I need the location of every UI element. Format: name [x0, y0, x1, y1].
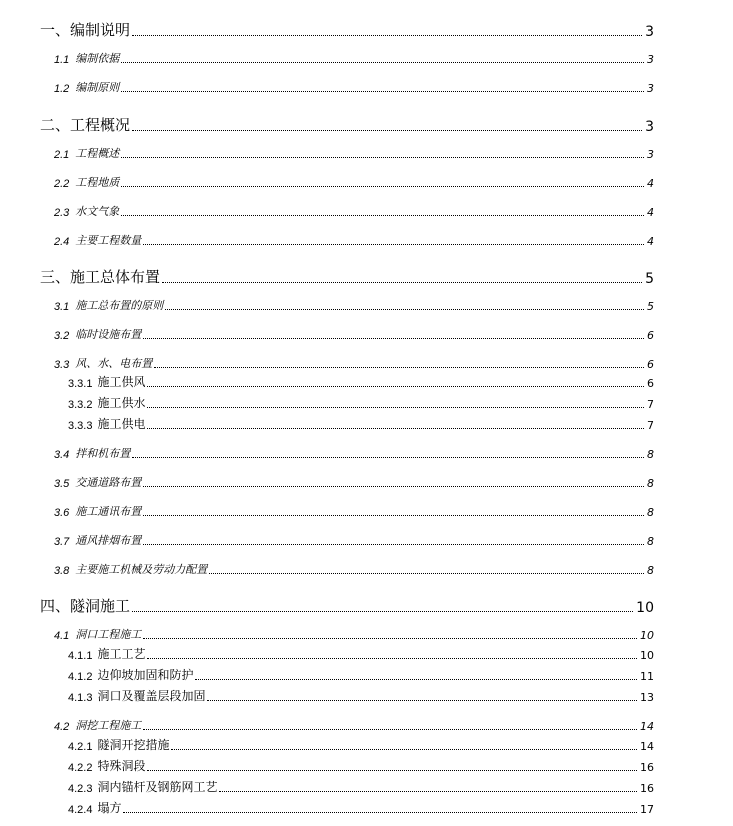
- toc-entry-level-3[interactable]: [68, 758, 654, 774]
- toc-entry-level-3[interactable]: [68, 646, 654, 662]
- toc-entry-page-number: 16: [640, 782, 654, 795]
- toc-entry-page-number: 8: [647, 448, 654, 461]
- dot-leader: [147, 407, 644, 408]
- toc-entry-title: 四、隧洞施工: [40, 597, 131, 615]
- toc-entry-number: 3.3.1: [68, 378, 93, 390]
- toc-entry-title: 洞口及覆盖层段加固: [97, 689, 206, 703]
- toc-entry-number: 4.1.3: [68, 692, 93, 704]
- toc-entry-level-3[interactable]: [68, 688, 654, 704]
- toc-entry-page-number: 3: [647, 82, 654, 95]
- dot-leader: [143, 338, 644, 339]
- toc-entry-number: 2.1: [54, 149, 70, 161]
- toc-entry-page-number: 10: [640, 629, 654, 642]
- dot-leader: [143, 244, 644, 245]
- toc-entry-page-number: 4: [647, 177, 654, 190]
- toc-entry-title: 特殊洞段: [97, 759, 146, 773]
- toc-entry-title: 施工供风: [97, 375, 146, 389]
- toc-entry-title: 临时设施布置: [75, 328, 142, 341]
- toc-entry-level-2[interactable]: [54, 355, 654, 371]
- toc-entry-title: 施工工艺: [97, 647, 146, 661]
- toc-entry-level-3[interactable]: [68, 737, 654, 753]
- toc-entry-page-number: 4: [647, 206, 654, 219]
- toc-entry-number: 4.2.1: [68, 741, 93, 753]
- toc-entry-page-number: 4: [647, 235, 654, 248]
- toc-entry-level-2[interactable]: [54, 174, 654, 190]
- dot-leader: [147, 770, 637, 771]
- toc-entry-number: 3.1: [54, 301, 70, 313]
- toc-entry-number: 4.1: [54, 630, 70, 642]
- toc-entry-title: 二、工程概况: [40, 116, 131, 134]
- toc-entry-title: 风、水、电布置: [75, 357, 153, 370]
- toc-entry-level-3[interactable]: [68, 800, 654, 816]
- toc-entry-number: 4.1.1: [68, 650, 93, 662]
- toc-entry-page-number: 3: [647, 53, 654, 66]
- toc-entry-page-number: 6: [647, 358, 654, 371]
- toc-entry-level-1[interactable]: [40, 596, 654, 616]
- dot-leader: [143, 638, 637, 639]
- toc-entry-page-number: 13: [640, 691, 654, 704]
- toc-entry-page-number: 10: [636, 600, 654, 616]
- toc-entry-title: 洞口工程施工: [75, 628, 142, 641]
- toc-entry-level-2[interactable]: [54, 503, 654, 519]
- dot-leader: [143, 544, 644, 545]
- dot-leader: [209, 573, 644, 574]
- toc-entry-page-number: 5: [645, 271, 654, 287]
- toc-entry-level-2[interactable]: [54, 326, 654, 342]
- toc-entry-number: 3.6: [54, 507, 70, 519]
- toc-entry-page-number: 10: [640, 649, 654, 662]
- toc-entry-title: 交通道路布置: [75, 476, 142, 489]
- toc-entry-level-1[interactable]: [40, 20, 654, 40]
- toc-entry-title: 工程概述: [75, 147, 120, 160]
- toc-entry-page-number: 3: [647, 148, 654, 161]
- toc-entry-level-2[interactable]: [54, 474, 654, 490]
- toc-entry-level-2[interactable]: [54, 232, 654, 248]
- toc-entry-level-3[interactable]: [68, 374, 654, 390]
- toc-entry-page-number: 11: [640, 670, 654, 683]
- toc-entry-title: 三、施工总体布置: [40, 268, 161, 286]
- toc-entry-title: 施工供水: [97, 396, 146, 410]
- toc-entry-title: 工程地质: [75, 176, 120, 189]
- toc-entry-title: 主要施工机械及劳动力配置: [75, 563, 208, 576]
- toc-entry-number: 2.2: [54, 178, 70, 190]
- toc-entry-number: 2.3: [54, 207, 70, 219]
- dot-leader: [121, 215, 644, 216]
- toc-entry-level-3[interactable]: [68, 416, 654, 432]
- toc-entry-number: 4.2: [54, 721, 70, 733]
- toc-entry-page-number: 8: [647, 506, 654, 519]
- toc-entry-title: 施工通讯布置: [75, 505, 142, 518]
- toc-entry-title: 隧洞开挖措施: [97, 738, 170, 752]
- toc-entry-number: 3.3.3: [68, 420, 93, 432]
- toc-entry-number: 3.4: [54, 449, 70, 461]
- toc-entry-number: 3.7: [54, 536, 70, 548]
- toc-entry-level-3[interactable]: [68, 395, 654, 411]
- toc-entry-title: 主要工程数量: [75, 234, 142, 247]
- toc-entry-page-number: 8: [647, 477, 654, 490]
- toc-entry-level-1[interactable]: [40, 267, 654, 287]
- dot-leader: [207, 700, 637, 701]
- toc-entry-title: 洞挖工程施工: [75, 719, 142, 732]
- dot-leader: [165, 309, 644, 310]
- dot-leader: [195, 679, 637, 680]
- toc-entry-title: 边仰坡加固和防护: [97, 668, 194, 682]
- toc-entry-level-1[interactable]: [40, 115, 654, 135]
- dot-leader: [121, 62, 644, 63]
- toc-entry-number: 4.2.3: [68, 783, 93, 795]
- toc-entry-level-2[interactable]: [54, 297, 654, 313]
- toc-entry-title: 洞内锚杆及钢筋网工艺: [97, 780, 218, 794]
- dot-leader: [132, 611, 633, 612]
- toc-entry-page-number: 3: [645, 119, 654, 135]
- toc-entry-page-number: 7: [647, 398, 654, 411]
- dot-leader: [171, 749, 637, 750]
- dot-leader: [147, 386, 644, 387]
- dot-leader: [143, 486, 644, 487]
- dot-leader: [132, 35, 642, 36]
- dot-leader: [121, 91, 644, 92]
- toc-entry-level-3[interactable]: [68, 779, 654, 795]
- toc-entry-number: 3.3: [54, 359, 70, 371]
- toc-entry-page-number: 16: [640, 761, 654, 774]
- toc-entry-level-3[interactable]: [68, 667, 654, 683]
- dot-leader: [147, 658, 637, 659]
- toc-entry-number: 3.8: [54, 565, 70, 577]
- toc-entry-page-number: 7: [647, 419, 654, 432]
- toc-entry-number: 3.5: [54, 478, 70, 490]
- toc-entry-page-number: 14: [640, 720, 654, 733]
- toc-entry-title: 拌和机布置: [75, 447, 131, 460]
- dot-leader: [162, 282, 642, 283]
- dot-leader: [154, 367, 644, 368]
- toc-entry-number: 3.3.2: [68, 399, 93, 411]
- dot-leader: [143, 515, 644, 516]
- toc-entry-number: 2.4: [54, 236, 70, 248]
- dot-leader: [121, 186, 644, 187]
- toc-entry-level-2[interactable]: [54, 50, 654, 66]
- toc-entry-page-number: 8: [647, 535, 654, 548]
- dot-leader: [219, 791, 637, 792]
- dot-leader: [123, 812, 637, 813]
- toc-entry-number: 4.2.4: [68, 804, 93, 816]
- toc-entry-page-number: 6: [647, 329, 654, 342]
- toc-entry-title: 编制原则: [75, 81, 120, 94]
- toc-entry-number: 4.1.2: [68, 671, 93, 683]
- dot-leader: [132, 130, 642, 131]
- dot-leader: [132, 457, 644, 458]
- toc-entry-page-number: 6: [647, 377, 654, 390]
- toc-entry-title: 水文气象: [75, 205, 120, 218]
- toc-entry-level-2[interactable]: [54, 145, 654, 161]
- toc-entry-level-2[interactable]: [54, 203, 654, 219]
- dot-leader: [147, 428, 644, 429]
- toc-entry-title: 通风排烟布置: [75, 534, 142, 547]
- toc-entry-title: 施工总布置的原则: [75, 299, 164, 312]
- toc-entry-title: 一、编制说明: [40, 21, 131, 39]
- dot-leader: [121, 157, 644, 158]
- toc-entry-title: 塌方: [97, 801, 122, 815]
- toc-entry-number: 1.1: [54, 54, 70, 66]
- toc-entry-page-number: 5: [647, 300, 654, 313]
- toc-entry-number: 3.2: [54, 330, 70, 342]
- toc-entry-page-number: 14: [640, 740, 654, 753]
- toc-entry-title: 施工供电: [97, 417, 146, 431]
- toc-entry-level-2[interactable]: [54, 717, 654, 733]
- toc-entry-level-2[interactable]: [54, 561, 654, 577]
- toc-entry-level-2[interactable]: [54, 445, 654, 461]
- toc-entry-page-number: 8: [647, 564, 654, 577]
- toc-entry-page-number: 17: [640, 803, 654, 816]
- toc-entry-level-2[interactable]: [54, 79, 654, 95]
- toc-entry-page-number: 3: [645, 24, 654, 40]
- dot-leader: [143, 729, 637, 730]
- toc-entry-number: 4.2.2: [68, 762, 93, 774]
- toc-entry-title: 编制依据: [75, 52, 120, 65]
- toc-entry-level-2[interactable]: [54, 626, 654, 642]
- toc-entry-number: 1.2: [54, 83, 70, 95]
- toc-entry-level-2[interactable]: [54, 532, 654, 548]
